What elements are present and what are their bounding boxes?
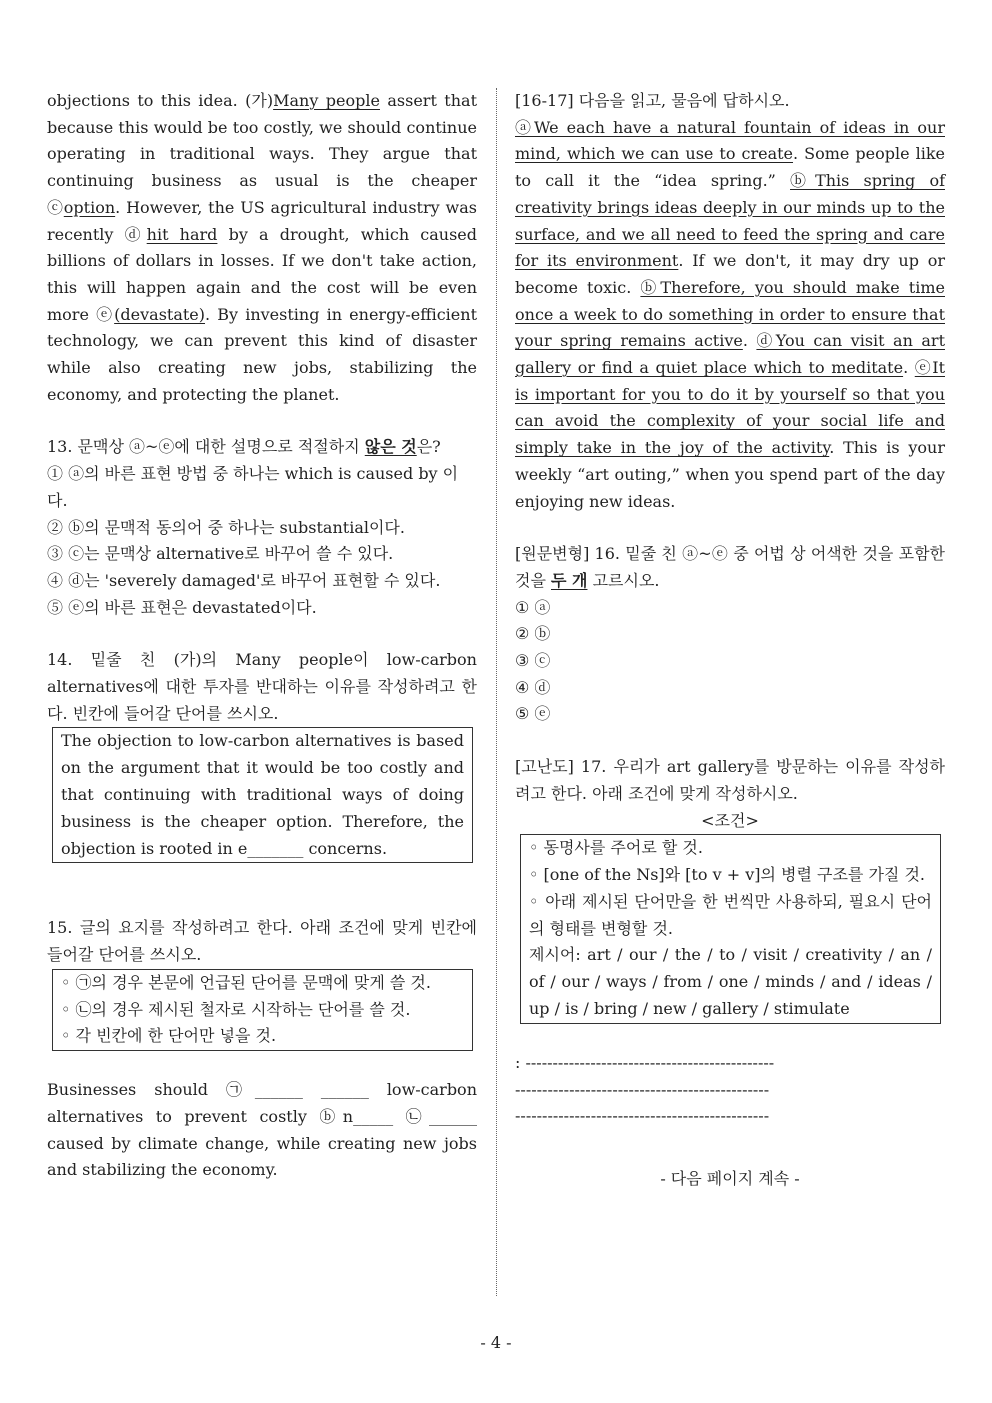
question-15-conditions: [52, 969, 473, 1051]
continue-note: - 다음 페이지 계속 -: [660, 1168, 800, 1188]
condition-item: ◦ ㉡의 경우 제시된 철자로 시작하는 단어를 쓸 것.: [61, 999, 411, 1019]
condition-item: 제시어: art / our / the / to / visit / creativity / an / of / our / ways / from / one / minds / and / ideas / up / is / bring / new / gallery / stimulate: [529, 945, 932, 1019]
column-divider: [496, 88, 497, 1296]
section-intro: [16-17] 다음을 읽고, 물음에 답하시오.: [515, 91, 790, 110]
question-13-option[interactable]: ④ ⓓ는 'severely damaged'로 바꾸어 표현할 수 있다.: [47, 570, 441, 590]
question-16-option[interactable]: ① ⓐ: [515, 597, 551, 617]
question-16-stem: [원문변형] 16. 밑줄 친 ⓐ~ⓔ 중 어법 상 어색한 것을 포함한 것을 두 개 고르시오.: [515, 544, 945, 590]
answer-line[interactable]: : ----------------------------------------------: [515, 1052, 775, 1072]
question-16-option[interactable]: ⑤ ⓔ: [515, 704, 551, 724]
question-13-option[interactable]: ② ⓑ의 문맥적 동의어 중 하나는 substantial이다.: [47, 517, 405, 537]
question-13-option[interactable]: ① ⓐ의 바른 표현 방법 중 하나는 which is caused by 이다.: [47, 464, 459, 510]
passage-left: objections to this idea. (가)Many people assert that because this would be too costly, we should continue operating in traditional ways. They argue that continuing business as usual is the cheaper ⓒoption. However, the US agricultural industry was recently ⓓhit hard by a drought, which caused billions of dollars in losses. If we don't take action, this will happen again and the cost will be even more ⓔ(devastate). By investing in energy-efficient technology, we can prevent this kind of disaster while also creating new jobs, stabilizing the economy, and protecting the planet.: [47, 91, 478, 404]
page-number: - 4 -: [480, 1333, 512, 1352]
question-13-option[interactable]: ③ ⓒ는 문맥상 alternative로 바꾸어 쓸 수 있다.: [47, 544, 394, 564]
condition-item: ◦ 동명사를 주어로 할 것.: [529, 838, 703, 858]
question-14-stem: 14. 밑줄 친 (가)의 Many people이 low-carbon alternatives에 대한 투자를 반대하는 이유를 작성하려고 한다. 빈칸에 들어갈 단어를 쓰시오.: [47, 650, 477, 723]
left-column: [47, 88, 477, 1184]
answer-line[interactable]: -----------------------------------------------: [515, 1106, 770, 1126]
question-16-option[interactable]: ② ⓑ: [515, 624, 551, 644]
question-17-conditions: [520, 834, 941, 1024]
question-17-stem: [고난도] 17. 우리가 art gallery를 방문하는 이유를 작성하려고 한다. 아래 조건에 맞게 작성하시오.: [515, 757, 945, 803]
question-13-option[interactable]: ⑤ ⓔ의 바른 표현은 devastated이다.: [47, 597, 317, 617]
condition-item: ◦ 아래 제시된 단어만을 한 번씩만 사용하되, 필요시 단어의 형태를 변형할 것.: [529, 891, 932, 938]
passage-right: ⓐWe each have a natural fountain of ideas in our mind, which we can use to create. Some people like to call it the “idea spring.” ⓑThis spring of creativity brings ideas deeply in our minds up to the surface, and we all need to feed the spring and care for its environment. If we don't, it may dry up or become toxic. ⓑTherefore, you should make time once a week to do something in order to ensure that your spring remains active. ⓓYou can visit an art gallery or find a quiet place which to meditate. ⓔIt is important for you to do it by yourself so that you can avoid the complexity of your social life and simply take in the joy of the activity. This is your weekly “art outing,” when you spend part of the day enjoying new ideas.: [515, 117, 945, 511]
answer-line[interactable]: -----------------------------------------------: [515, 1079, 770, 1099]
condition-item: ◦ ㉠의 경우 본문에 언급된 단어를 문맥에 맞게 쓸 것.: [61, 972, 431, 992]
conditions-label: <조건>: [701, 810, 759, 830]
right-column: [515, 88, 945, 1193]
condition-item: ◦ 각 빈칸에 한 단어만 넣을 것.: [61, 1026, 277, 1046]
question-13-stem: 13. 문맥상 ⓐ~ⓔ에 대한 설명으로 적절하지 않은 것은?: [47, 437, 441, 457]
condition-item: ◦ [one of the Ns]와 [to v + v]의 병렬 구조를 가질 것.: [529, 865, 926, 885]
question-15-answer: Businesses should ㉠______ ______ low-carbon alternatives to prevent costly ⓑn_____ ㉡______ caused by climate change, while creating new jobs and stabilizing the economy.: [47, 1080, 477, 1180]
question-14-box-text: The objection to low-carbon alternatives is based on the argument that it would be too costly and that continuing with traditional ways of doing business is the cheaper option. Therefore, the objection is rooted in e_______ concerns.: [61, 731, 464, 858]
question-16-option[interactable]: ③ ⓒ: [515, 651, 551, 671]
question-15-stem: 15. 글의 요지를 작성하려고 한다. 아래 조건에 맞게 빈칸에 들어갈 단어를 쓰시오.: [47, 918, 477, 965]
question-14-box: [52, 727, 473, 863]
question-16-option[interactable]: ④ ⓓ: [515, 677, 551, 697]
